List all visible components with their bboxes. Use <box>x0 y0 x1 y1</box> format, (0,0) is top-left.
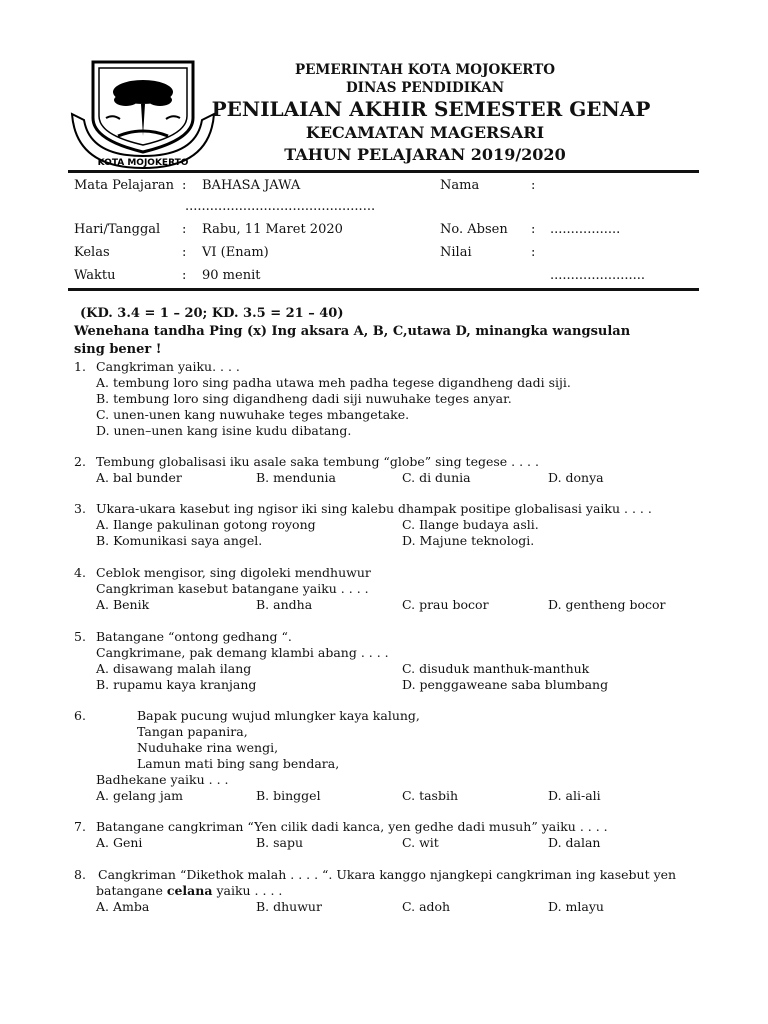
colon: : <box>531 178 536 193</box>
nilai-label: Nilai <box>440 245 472 260</box>
q1-number: 1. <box>74 359 86 374</box>
kelas-value: VI (Enam) <box>202 245 269 260</box>
header-line2: DINAS PENDIDIKAN <box>345 80 505 96</box>
q3-option-b: B. Komunikasi saya angel. <box>96 533 263 548</box>
q6-line4: Lamun mati bing sang bendara, <box>137 756 340 771</box>
waktu-value: 90 menit <box>202 268 261 283</box>
q6-number: 6. <box>74 708 86 723</box>
q6-option-c: C. tasbih <box>402 788 459 803</box>
info-divider <box>68 288 699 291</box>
nama-dots: .............................................. <box>185 199 376 214</box>
q5-option-a: A. disawang malah ilang <box>96 661 252 676</box>
q4-option-d: D. gentheng bocor <box>548 597 666 612</box>
absen-dots: ................. <box>550 222 621 237</box>
colon: : <box>182 222 187 237</box>
q5-number: 5. <box>74 629 86 644</box>
q2-number: 2. <box>74 454 86 469</box>
q7-text: Batangane cangkriman “Yen cilik dadi kanca, yen gedhe dadi musuh” yaiku . . . . <box>96 819 608 834</box>
mapel-label: Mata Pelajaran <box>74 178 175 193</box>
q7-number: 7. <box>74 819 86 834</box>
header-divider <box>68 170 699 173</box>
q1-option-c: C. unen-unen kang nuwuhake teges mbangetake. <box>96 407 410 422</box>
q6-line5: Badhekane yaiku . . . <box>96 772 229 787</box>
q8-option-a: A. Amba <box>96 899 150 914</box>
q8-line2-post: yaiku . . . . <box>212 883 283 898</box>
q2-text: Tembung globalisasi iku asale saka tembung “globe” sing tegese . . . . <box>96 454 539 469</box>
header-line4: KECAMATAN MAGERSARI <box>305 123 545 142</box>
q4-option-b: B. andha <box>256 597 313 612</box>
q5-option-d: D. penggaweane saba blumbang <box>402 677 609 692</box>
q8-option-c: C. adoh <box>402 899 451 914</box>
q3-text: Ukara-ukara kasebut ing ngisor iki sing kalebu dhampak positipe globalisasi yaiku . . . . <box>96 501 652 516</box>
q1-text: Cangkriman yaiku. . . . <box>96 359 240 374</box>
q3-number: 3. <box>74 501 86 516</box>
page-title: PENILAIAN AKHIR SEMESTER GENAP <box>211 97 651 121</box>
colon: : <box>182 268 187 283</box>
nama-label: Nama <box>440 178 480 193</box>
q3-option-a: A. Ilange pakulinan gotong royong <box>96 517 316 532</box>
q1-option-b: B. tembung loro sing digandheng dadi siji nuwuhake teges anyar. <box>96 391 512 406</box>
instruction-line2: sing bener ! <box>74 342 162 357</box>
colon: : <box>531 245 536 260</box>
q8-keyword: celana <box>166 883 213 898</box>
colon: : <box>531 222 536 237</box>
q7-option-a: A. Geni <box>96 835 143 850</box>
kd-range: (KD. 3.4 = 1 – 20; KD. 3.5 = 21 – 40) <box>80 306 344 321</box>
q5-option-b: B. rupamu kaya kranjang <box>96 677 257 692</box>
instruction-line1: Wenehana tandha Ping (x) Ing aksara A, B, C,utawa D, minangka wangsulan <box>74 324 631 339</box>
absen-label: No. Absen <box>440 222 508 237</box>
colon: : <box>182 178 187 193</box>
q5-line1: Batangane “ontong gedhang “. <box>96 629 292 644</box>
mapel-value: BAHASA JAWA <box>202 178 301 193</box>
q4-number: 4. <box>74 565 86 580</box>
q3-option-c: C. Ilange budaya asli. <box>402 517 539 532</box>
hari-label: Hari/Tanggal <box>74 222 161 237</box>
q1-option-a: A. tembung loro sing padha utawa meh padha tegese digandheng dadi siji. <box>96 375 571 390</box>
q7-option-b: B. sapu <box>256 835 304 850</box>
waktu-label: Waktu <box>74 268 116 283</box>
q2-option-a: A. bal bunder <box>96 470 182 485</box>
q1-option-d: D. unen–unen kang isine kudu dibatang. <box>96 423 352 438</box>
kelas-label: Kelas <box>74 245 110 260</box>
q8-line1: Cangkriman “Dikethok malah . . . . “. Ukara kanggo njangkepi cangkriman ing kasebut yen <box>98 867 677 882</box>
q2-option-d: D. donya <box>548 470 604 485</box>
q8-line2 <box>96 883 282 898</box>
header-line5: TAHUN PELAJARAN 2019/2020 <box>284 145 566 164</box>
q8-option-d: D. mlayu <box>548 899 604 914</box>
q4-option-c: C. prau bocor <box>402 597 489 612</box>
q2-option-b: B. mendunia <box>256 470 336 485</box>
q5-option-c: C. disuduk manthuk-manthuk <box>402 661 590 676</box>
q4-line1: Ceblok mengisor, sing digoleki mendhuwur <box>96 565 371 580</box>
q5-line2: Cangkrimane, pak demang klambi abang . . . . <box>96 645 389 660</box>
q6-option-d: D. ali-ali <box>548 788 601 803</box>
hari-value: Rabu, 11 Maret 2020 <box>202 222 343 237</box>
q4-option-a: A. Benik <box>96 597 150 612</box>
q3-option-d: D. Majune teknologi. <box>402 533 535 548</box>
q8-line2-pre: batangane <box>96 883 167 898</box>
q4-line2: Cangkriman kasebut batangane yaiku . . . . <box>96 581 369 596</box>
header-line1: PEMERINTAH KOTA MOJOKERTO <box>294 62 556 78</box>
q2-option-c: C. di dunia <box>402 470 471 485</box>
q7-option-d: D. dalan <box>548 835 601 850</box>
q6-option-b: B. binggel <box>256 788 321 803</box>
q8-option-b: B. dhuwur <box>256 899 322 914</box>
colon: : <box>182 245 187 260</box>
q8-number: 8. <box>74 867 86 882</box>
logo-text: KOTA MOJOKERTO <box>97 158 189 168</box>
q6-line3: Nuduhake rina wengi, <box>137 740 279 755</box>
q7-option-c: C. wit <box>402 835 439 850</box>
q6-option-a: A. gelang jam <box>96 788 184 803</box>
q6-line1: Bapak pucung wujud mlungker kaya kalung, <box>137 708 420 723</box>
q6-line2: Tangan papanira, <box>137 724 248 739</box>
nilai-dots: ....................... <box>550 268 646 283</box>
